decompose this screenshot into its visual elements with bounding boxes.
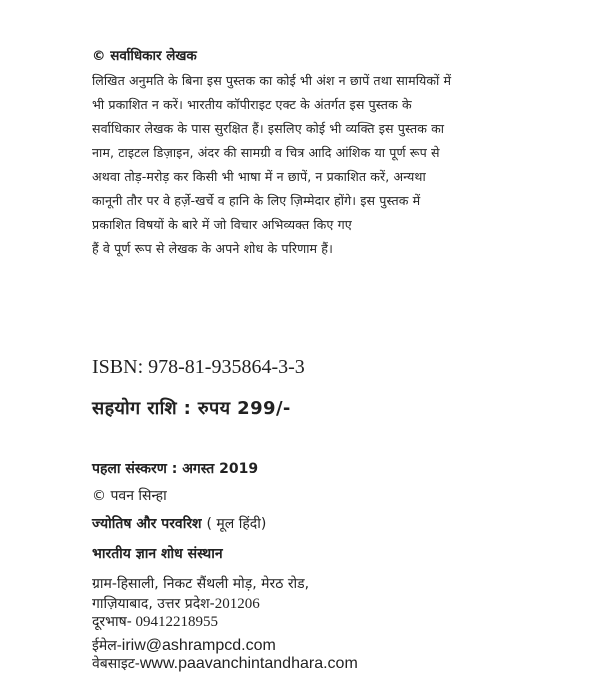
author-name: पवन सिन्हा [110, 488, 167, 504]
copyright-heading-text: सर्वाधिकार लेखक [110, 48, 197, 64]
phone-label: दूरभाष- [92, 614, 132, 630]
website-label: वेबसाइट- [92, 656, 140, 672]
copyright-icon: © [92, 48, 106, 64]
book-title-note: ( मूल हिंदी) [206, 516, 267, 532]
address-line-1-text: ग्राम-हिसाली, निकट सैंथली मोड़, मेरठ रोड, [92, 576, 310, 592]
phone-number: 09412218955 [135, 614, 219, 630]
website-line [92, 654, 358, 673]
copyright-icon: © [92, 488, 106, 504]
copyright-para-line-2: भी प्रकाशित न करें। भारतीय कॉपीराइट एक्ट के अंतर्गत इस पुस्तक के [92, 97, 412, 112]
address-line-2-text: गाज़ियाबाद, उत्तर प्रदेश- [92, 596, 215, 612]
isbn: ISBN: 978-81-935864-3-3 [92, 356, 305, 378]
book-title-text: ज्योतिष और परवरिश [92, 516, 202, 532]
email-label: ईमेल- [92, 638, 122, 654]
edition: पहला संस्करण : अगस्त 2019 [92, 461, 259, 477]
author-copyright [92, 486, 167, 505]
address-line-2 [92, 594, 260, 613]
address-pincode: 201206 [214, 596, 260, 612]
email-line [92, 636, 276, 655]
email-address[interactable]: iriw@ashrampcd.com [121, 637, 276, 654]
copyright-para-line-6: कानूनी तौर पर वे हर्ज़े-खर्चे व हानि के लिए ज़िम्मेदार होंगे। इस पुस्तक में [92, 193, 421, 208]
publisher-name: भारतीय ज्ञान शोध संस्थान [92, 546, 223, 562]
copyright-para-line-1: लिखित अनुमति के बिना इस पुस्तक का कोई भी अंश न छापें तथा सामयिकों में [92, 73, 452, 88]
copyright-para-line-4: नाम, टाइटल डिज़ाइन, अंदर की सामग्री व चित्र आदि आंशिक या पूर्ण रूप से [92, 145, 440, 160]
address-line-1 [92, 574, 309, 593]
book-title [92, 514, 266, 533]
copyright-para-line-8: हैं वे पूर्ण रूप से लेखक के अपने शोध के परिणाम हैं। [92, 241, 333, 256]
copyright-para-line-5: अथवा तोड़-मरोड़ कर किसी भी भाषा में न छापें, न प्रकाशित करें, अन्यथा [92, 169, 426, 184]
copyright-para-line-7: प्रकाशित विषयों के बारे में जो विचार अभिव्यक्त किए गए [92, 217, 352, 232]
phone-line [92, 612, 218, 631]
copyright-heading [92, 46, 197, 64]
copyright-para-line-3: सर्वाधिकार लेखक के पास सुरक्षित हैं। इसलिए कोई भी व्यक्ति इस पुस्तक का [92, 121, 445, 136]
price: सहयोग राशि : रुपय 299/- [92, 398, 291, 419]
website-url[interactable]: www.paavanchintandhara.com [139, 655, 358, 672]
